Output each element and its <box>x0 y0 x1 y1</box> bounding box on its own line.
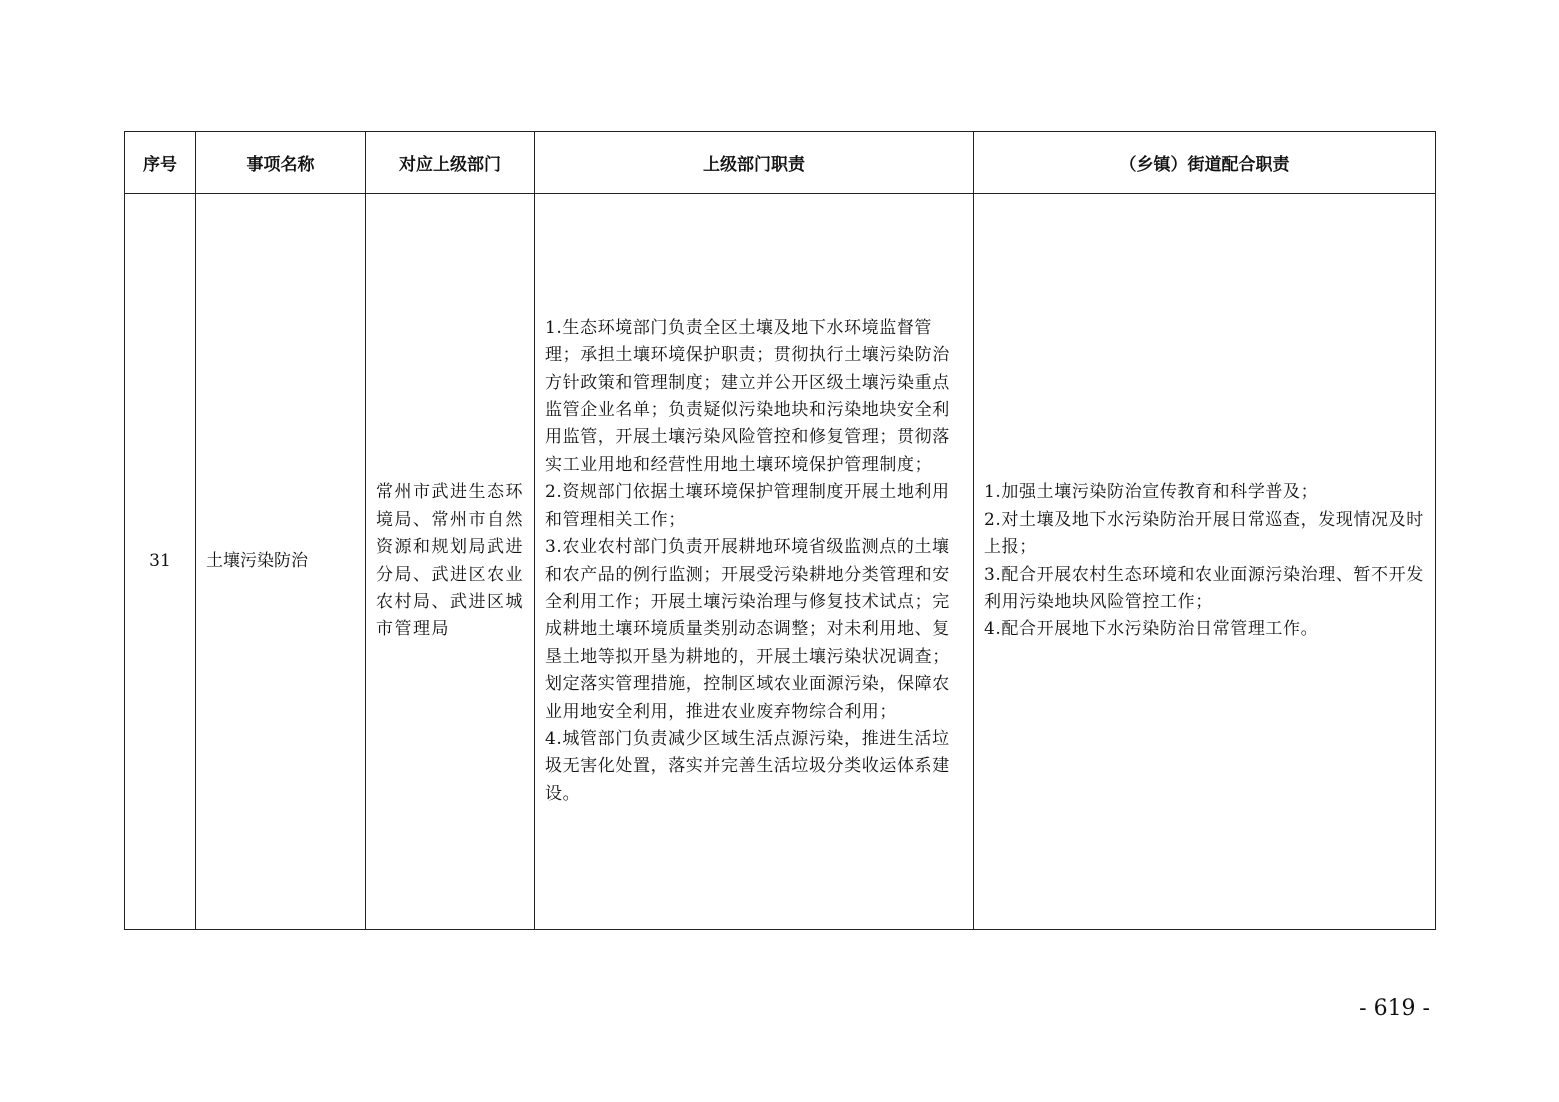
dept-duty-item-1: 1.生态环境部门负责全区土壤及地下水环境监督管理；承担土壤环境保护职责；贯彻执行土壤污染防治方针政策和管理制度；建立并公开区级土壤污染重点监管企业名单；负责疑似污染地块和污染地块安全利用监管，开展土壤污染风险管控和修复管理；贯彻落实工业用地和经营性用地土壤环境保护管理制度； <box>545 317 950 475</box>
street-duty-item-3: 3.配合开展农村生态环境和农业面源污染治理、暂不开发利用污染地块风险管控工作； <box>984 564 1424 612</box>
dept-duty-item-4: 4.城管部门负责减少区域生活点源污染，推进生活垃圾无害化处置，落实并完善生活垃圾分类收运体系建设。 <box>545 728 950 804</box>
header-item-name: 事项名称 <box>196 132 366 194</box>
dept-duty-item-3: 3.农业农村部门负责开展耕地环境省级监测点的土壤和农产品的例行监测；开展受污染耕地分类管理和安全利用工作；开展土壤污染治理与修复技术试点；完成耕地土壤环境质量类别动态调整；对未利用地、复垦土地等拟开垦为耕地的，开展土壤污染状况调查；划定落实管理措施，控制区域农业面源污染，保障农业用地安全利用，推进农业废弃物综合利用； <box>545 537 950 722</box>
street-duty-item-4: 4.配合开展地下水污染防治日常管理工作。 <box>984 619 1319 640</box>
row-item-name: 土壤污染防治 <box>196 194 366 930</box>
table-row <box>125 194 1436 930</box>
row-street-duty <box>974 194 1436 930</box>
row-department: 常州市武进生态环境局、常州市自然资源和规划局武进分局、武进区农业农村局、武进区城市管理局 <box>366 194 535 930</box>
dept-duty-item-2: 2.资规部门依据土壤环境保护管理制度开展土地利用和管理相关工作； <box>545 482 950 530</box>
street-duty-item-2: 2.对土壤及地下水污染防治开展日常巡查，发现情况及时上报； <box>984 509 1424 558</box>
header-row <box>125 132 1436 194</box>
header-dept-duty: 上级部门职责 <box>535 132 974 194</box>
row-index: 31 <box>125 194 196 930</box>
header-index: 序号 <box>125 132 196 194</box>
row-dept-duty <box>535 194 974 930</box>
responsibility-table <box>124 131 1436 930</box>
street-duty-item-1: 1.加强土壤污染防治宣传教育和科学普及； <box>984 482 1319 503</box>
header-street-duty: （乡镇）街道配合职责 <box>974 132 1436 194</box>
page-number: - 619 - <box>1359 996 1430 1021</box>
header-department: 对应上级部门 <box>366 132 535 194</box>
